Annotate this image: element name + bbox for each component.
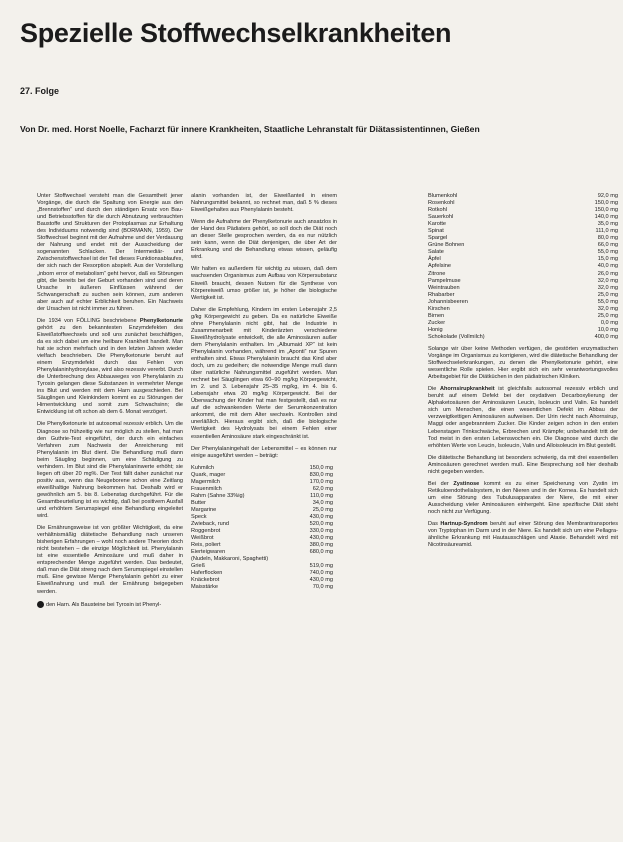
paragraph: alanin vorhanden ist, der Eiweißanteil in einem Nahrungsmittel bekannt, so rechnet man, daß 5 % dieses Eiweißgehaltes aus Phenylalanin besteht. <box>191 193 337 214</box>
table-row <box>191 493 333 500</box>
paragraph: Die Ahornsirupkrankheit ist gleichfalls autosomal rezessiv erblich und beruht auf einem Defekt bei der oxydativen Decarboxylierung der Alphaketosäuren der Aminosäuren Leucin, Isoleucin und Valin. Es handelt sich um Menschen, die einen wesentlichen Defekt im Abbau der verzweigtkettigen Aminosäuren aufweisen. Der Urin riecht nach Ahornsirup, Maggi oder angebranntem Zucker. Die Kinder zeigen schon in den ersten Lebenstagen Trinkschwäche, Erbrechen und Krämpfe; unbehandelt tritt der Tod meist in den ersten Lebenswochen ein. Die Diagnose wird durch die erhöhten Werte von Leucin, Isoleucin, Valin und Alloisoleucin im Blut gestellt. <box>428 386 618 449</box>
paragraph: Die Ernährungsweise ist von größter Wichtigkeit, da eine verhältnismäßig diätetische Behandlung nach unseren bisherigen Erfahrungen – wohl noch andere Theorien doch nicht bestehen – die einzige Möglichkeit ist. Phenylalanin ist eine essentielle Aminosäure und muß daher in entsprechender Menge zugeführt werden. Das bedeutet, daß man die Diät streng nach dem Serumspiegel einstellen muß. Eine gewisse Menge Phenylalanin gehört zu einer Eiweißnahrung und muß der Ernährung beigegeben werden. <box>37 525 183 595</box>
phenylalanine-table-2 <box>428 193 618 341</box>
table-row <box>428 263 618 270</box>
table-row <box>428 299 618 306</box>
table-row <box>428 228 618 235</box>
phenylalanine-value: 62,0 mg <box>312 485 333 492</box>
phenylalanine-value: 170,0 mg <box>309 478 333 485</box>
phenylalanine-value: 32,0 mg <box>597 305 618 312</box>
food-name: Frauenmilch <box>191 485 222 492</box>
paragraph: Der Phenylalaningehalt der Lebensmittel – es können nur einige ausgeführt werden – beträgt: <box>191 445 337 459</box>
paragraph: Die diätetische Behandlung ist besonders schwierig, da mit drei essentiellen Aminosäuren gerechnet werden muß. Eine Besprechung soll hier deshalb nicht gegeben werden. <box>428 454 618 475</box>
table-row <box>191 479 333 486</box>
phenylalanine-value: 92,0 mg <box>597 193 618 199</box>
food-name: Weintrauben <box>428 284 460 291</box>
phenylalanine-value: 55,0 mg <box>597 249 618 256</box>
phenylalanine-value: 430,0 mg <box>309 513 333 520</box>
paragraph: Bei der Zystinose kommt es zu einer Speicherung von Zystin im Retikuloendothelialsystem, in den Nieren und in der Kornea. Es handelt sich um eine Störung des Tubulusapparates der Niere, die mit einer Ausscheidung vieler Aminosäuren einhergeht. Eine spezifische Diät steht noch nicht zur Verfügung. <box>428 480 619 515</box>
page-title: Spezielle Stoffwechselkrankheiten <box>20 18 452 48</box>
phenylalanine-value: 150,0 mg <box>594 207 618 214</box>
paragraph: Daher die Empfehlung, Kindern im ersten Lebensjahr 2,5 g/kg Körpergewicht zu geben. Da es natürliche Eiweiße ohne Phenylalanin nicht gibt, hat die Industrie in Zusammenarbeit mit Kinderärzten verschiedene Eiweißhydrolysate entwickelt, die alle Aminosäuren außer dem Phenylalanin enthalten. Im „Albumaid XP“ ist kein Phenylalanin vorhanden, während im „Aponti“ nur Spuren enthalten sind. Etwas Phenylalanin braucht das Kind aber doch, um zu gedeihen; die notwendige Menge muß dann über natürliche Nahrungsmittel zugeführt werden. Man rechnet bei Säuglingen etwa 60–90 mg/kg Körpergewicht, im 2. und 3. Lebensjahr 25–35 mg/kg, im 4. bis 6. Lebensjahr etwa 20 mg/kg Körpergewicht. Bei der Überwachung der Kinder hat man festgestellt, daß es nur auf die schwankenden Werte der Serumkonzentration ankommt, die mit dem Alter wechseln. Kontrollen sind unerläßlich. Hieraus ergibt sich, daß die biologische Wertigkeit des Hydrolysats bei einem Fehlen einer essentiellen Aminosäure stark eingeschränkt ist. <box>191 306 337 440</box>
food-name: Pampelmuse <box>428 277 461 284</box>
phenylalanine-value: 25,0 mg <box>597 291 618 298</box>
food-name: Butter <box>191 499 206 506</box>
table-row <box>191 500 333 507</box>
paragraph: Das Hartnup-Syndrom beruht auf einer Störung des Membrantransportes von Tryptophan im Darm und in der Niere. Es handelt sich um eine Pellagra-ähnliche Erkrankung mit Hautausschlägen und Ataxie. Behandelt wird mit Nicotinsäureamid. <box>428 521 619 549</box>
table-row <box>191 577 333 584</box>
phenylalanine-value: 0,0 mg <box>600 319 618 326</box>
keyword: Ahornsirupkrankheit <box>440 386 495 393</box>
food-name: (Nudeln, Makkaroni, Spaghetti) <box>191 556 269 563</box>
phenylalanine-value: 680,0 mg <box>309 549 333 556</box>
keyword: Phenylketonurie <box>139 317 184 324</box>
keyword: Zystinose <box>453 480 480 487</box>
food-name: Quark, mager <box>191 471 226 478</box>
food-name: Apfelsine <box>428 263 452 270</box>
phenylalanine-value: 150,0 mg <box>594 200 618 207</box>
phenylalanine-value: 25,0 mg <box>597 312 618 319</box>
table-row <box>191 549 333 556</box>
table-row <box>428 271 618 278</box>
food-name: Kuhmilch <box>191 464 215 471</box>
table-row <box>191 465 333 472</box>
keyword: Hartnup-Syndrom <box>440 521 488 528</box>
food-name: Blumenkohl <box>428 193 458 199</box>
phenylalanine-value: 55,0 mg <box>597 298 618 305</box>
food-name: Karotte <box>428 221 447 228</box>
text-column-1 <box>37 193 183 609</box>
paragraph-body: gehört zu den bekanntesten Enzymdefekten des Eiweißstoffwechsels und soll uns zunächst beschäftigen, da es sich dabei um eine heilbare Krankheit handelt. Man hat sie schon mehrfach und in den letzten Jahren wieder vielfach beschrieben. Die Phenylketonurie beruht auf einem Enzymdefekt durch das Fehlen von Phenylalaninhydroxylase, wird also rezessiv vererbt. Durch die Unterbrechung des Abbauweges von Phenylalanin zu Tyrosin gelangen diese Substanzen in vermehrter Menge ins Blut und werden mit dem Harn ausgeschieden. Bei Säuglingen und Kleinkindern kommt es zu Störungen der Hirnentwicklung und somit zum Schwachsinn; die Entwicklung ist oft schon ab dem 6. Monat verzögert. <box>37 324 183 416</box>
table-row <box>428 306 618 313</box>
food-name: Grieß <box>191 563 205 570</box>
phenylalanine-value: 40,0 mg <box>597 263 618 270</box>
food-name: Speck <box>191 513 207 520</box>
phenylalanine-value: 830,0 mg <box>309 471 333 478</box>
table-row <box>428 193 618 200</box>
phenylalanine-value: 430,0 mg <box>309 535 333 542</box>
continuation-line: den Harn. Als Bausteine bei Tyrosin ist Phenyl- <box>37 601 183 609</box>
food-name: Rahm (Sahne 33%ig) <box>191 492 245 499</box>
text-column-2 <box>191 193 337 591</box>
food-name: Maisstärke <box>191 584 219 591</box>
table-row <box>428 256 618 263</box>
table-row <box>191 528 333 535</box>
phenylalanine-value: 10,0 mg <box>597 326 618 333</box>
phenylalanine-value: 520,0 mg <box>309 521 333 528</box>
paragraph: Wir halten es außerdem für wichtig zu wissen, daß dem wachsenden Organismus zum Aufbau von Körpersubstanz Eiweiß braucht, dessen Nutzen für die Synthese von Körpereiweiß umso größer ist, je höher die biologische Wertigkeit ist. <box>191 266 337 301</box>
author-line: Von Dr. med. Horst Noelle, Facharzt für innere Krankheiten, Staatliche Lehranstalt für Diätassistentinnen, Gießen <box>20 124 480 134</box>
paragraph: Unter Stoffwechsel versteht man die Gesamtheit jener Vorgänge, die durch die Spaltung von Energie aus den „Brennstoffen“ und durch den ständigen Ersatz von Bau- und Betriebsstoffen für die durch Abnutzung verbrauchten Baustoffe und Strukturen der Protoplasmas zur Erhaltung des Individuums notwendig sind (BORMANN, 1959). Der Stoffwechsel beginnt mit der Aufnahme und der Verdauung der Nahrung und endet mit der Ausscheidung der sogenannten Schlacken. Der Intermediär- und Zwischenstoffwechsel ist der Teil dieses Funktionsablaufes, der sich nach der Resorption abspielt. Aus der Vorstellung „inborn error of metabolism“ geht hervor, daß es Störungen gibt, die bereits bei der Geburt vorhanden sind und deren Ursache in äußeren Einflüssen während der Schwangerschaft zu suchen sein können, zum anderen aber auch auf echter Erblichkeit beruhen. Ein Nachweis der Ursachen ist nicht immer zu führen. <box>37 193 183 312</box>
table-row <box>191 507 333 514</box>
food-name: Schokolade (Vollmilch) <box>428 333 485 340</box>
phenylalanine-value: 70,0 mg <box>312 584 333 591</box>
phenylalanine-value <box>300 556 333 563</box>
phenylalanine-value: 110,0 mg <box>310 492 333 499</box>
phenylalanine-value: 150,0 mg <box>309 464 333 471</box>
paragraph: Wenn die Aufnahme der Phenylketonurie auch ansatzlos in der Hand des Pädiaters gehört, so soll doch die Diät noch an dieser Stelle gesprochen werden, da es nur nützlich sein kann, wenn die Diät denjenigen, die über Art der Erkrankung und die Behandlung etwas wissen, geläufig wird. <box>191 219 337 261</box>
phenylalanine-value: 111,0 mg <box>595 228 618 235</box>
table-row <box>191 584 333 591</box>
table-row <box>191 563 333 570</box>
table-row <box>428 285 618 292</box>
table-row <box>191 570 333 577</box>
continuation-arrow-icon <box>37 601 44 608</box>
food-name: Kirschen <box>428 305 450 312</box>
phenylalanine-value: 26,0 mg <box>597 270 618 277</box>
paragraph-lead: Die 1934 von FÖLLING beschriebene <box>37 317 137 324</box>
table-row <box>428 334 618 341</box>
phenylalanine-value: 400,0 mg <box>594 333 618 340</box>
phenylalanine-value: 35,0 mg <box>597 221 618 228</box>
food-name: Rotkohl <box>428 207 447 214</box>
paragraph: Solange wir über keine Methoden verfügen, die gestörten enzymatischen Vorgänge im Organismus zu korrigieren, wird die diätetische Behandlung der Stoffwechselerkrankungen, zu denen die Phenylketonurie gehört, eine wesentliche Rolle spielen. Hier ergibt sich ein sehr verantwortungsvolles Arbeitsgebiet für die Diätküchen in den pädiatrischen Kliniken. <box>428 345 618 381</box>
table-row <box>191 535 333 542</box>
food-name: Rhabarber <box>428 291 455 298</box>
phenylalanine-value: 66,0 mg <box>597 242 618 249</box>
food-name: Birnen <box>428 312 445 319</box>
food-name: Zucker <box>428 319 446 326</box>
phenylalanine-value: 330,0 mg <box>309 528 333 535</box>
phenylalanine-table-1 <box>191 465 333 592</box>
food-name: Rosenkohl <box>428 200 455 207</box>
table-row <box>191 486 333 493</box>
phenylalanine-value: 740,0 mg <box>309 570 333 577</box>
paragraph: Die Phenylketonurie ist autosomal rezessiv erblich. Um die Diagnose so frühzeitig wie nur möglich zu stellen, hat man den Guthrie-Test eingeführt, der durch ein einfaches Verfahren zum Nachweis der Anreicherung mit Phenylalanin im Blut dient. Die Behandlung muß dann beim Säugling beginnen, um eine Schädigung zu verhindern. Im Blut sind die Phenylalaninwerte erhöht; sie liegen oft über 20 mg%. Der Test fällt daher zunächst nur positiv aus, wenn das Neugeborene schon eine Zeitlang eiweißhaltige Nahrung bekommen hat. Deshalb wird er gewöhnlich am 5. bis 8. Lebenstag durchgeführt. Für die Gesamtbeurteilung ist es wichtig, daß bei positivem Ausfall und erhöhtem Serumspiegel eine Behandlung eingeleitet wird. <box>37 421 183 520</box>
paragraph <box>37 318 183 417</box>
phenylalanine-value: 140,0 mg <box>594 214 618 221</box>
phenylalanine-value: 15,0 mg <box>597 256 618 263</box>
food-name: Zitrone <box>428 270 446 277</box>
table-row <box>428 327 618 334</box>
table-row <box>191 514 333 521</box>
table-row <box>428 221 618 228</box>
phenylalanine-value: 80,0 mg <box>597 235 618 242</box>
food-name: Grüne Bohnen <box>428 242 465 249</box>
food-name: Knäckebrot <box>191 577 220 584</box>
phenylalanine-value: 34,0 mg <box>312 499 333 506</box>
table-row <box>191 542 333 549</box>
food-name: Sauerkohl <box>428 214 454 221</box>
table-row <box>191 472 333 479</box>
table-row <box>428 242 618 249</box>
food-name: Margarine <box>191 506 217 513</box>
table-row <box>428 292 618 299</box>
table-row <box>428 313 618 320</box>
food-name: Weißbrot <box>191 535 214 542</box>
phenylalanine-value: 519,0 mg <box>309 563 333 570</box>
table-row <box>428 320 618 327</box>
table-row <box>428 249 618 256</box>
table-row <box>428 278 618 285</box>
food-name: Eierteigwaren <box>191 549 226 556</box>
food-name: Magermilch <box>191 478 220 485</box>
phenylalanine-value: 32,0 mg <box>597 284 618 291</box>
food-name: Spinat <box>428 228 444 235</box>
food-name: Roggenbrot <box>191 528 221 535</box>
issue-number: 27. Folge <box>20 86 60 96</box>
food-name: Zwieback, rund <box>191 521 229 528</box>
food-name: Salate <box>428 249 444 256</box>
table-row <box>191 521 333 528</box>
table-row <box>428 214 618 221</box>
table-row <box>191 556 333 563</box>
food-name: Johannisbeeren <box>428 298 468 305</box>
phenylalanine-value: 430,0 mg <box>309 577 333 584</box>
phenylalanine-value: 25,0 mg <box>312 506 333 513</box>
food-name: Äpfel <box>428 256 441 263</box>
phenylalanine-value: 380,0 mg <box>309 542 333 549</box>
table-row <box>428 235 618 242</box>
phenylalanine-value: 32,0 mg <box>597 277 618 284</box>
food-name: Haferflocken <box>191 570 223 577</box>
food-name: Honig <box>428 326 443 333</box>
food-name: Reis, poliert <box>191 542 221 549</box>
text-column-3 <box>428 193 618 554</box>
food-name: Spargel <box>428 235 448 242</box>
table-row <box>428 207 618 214</box>
table-row <box>428 200 618 207</box>
